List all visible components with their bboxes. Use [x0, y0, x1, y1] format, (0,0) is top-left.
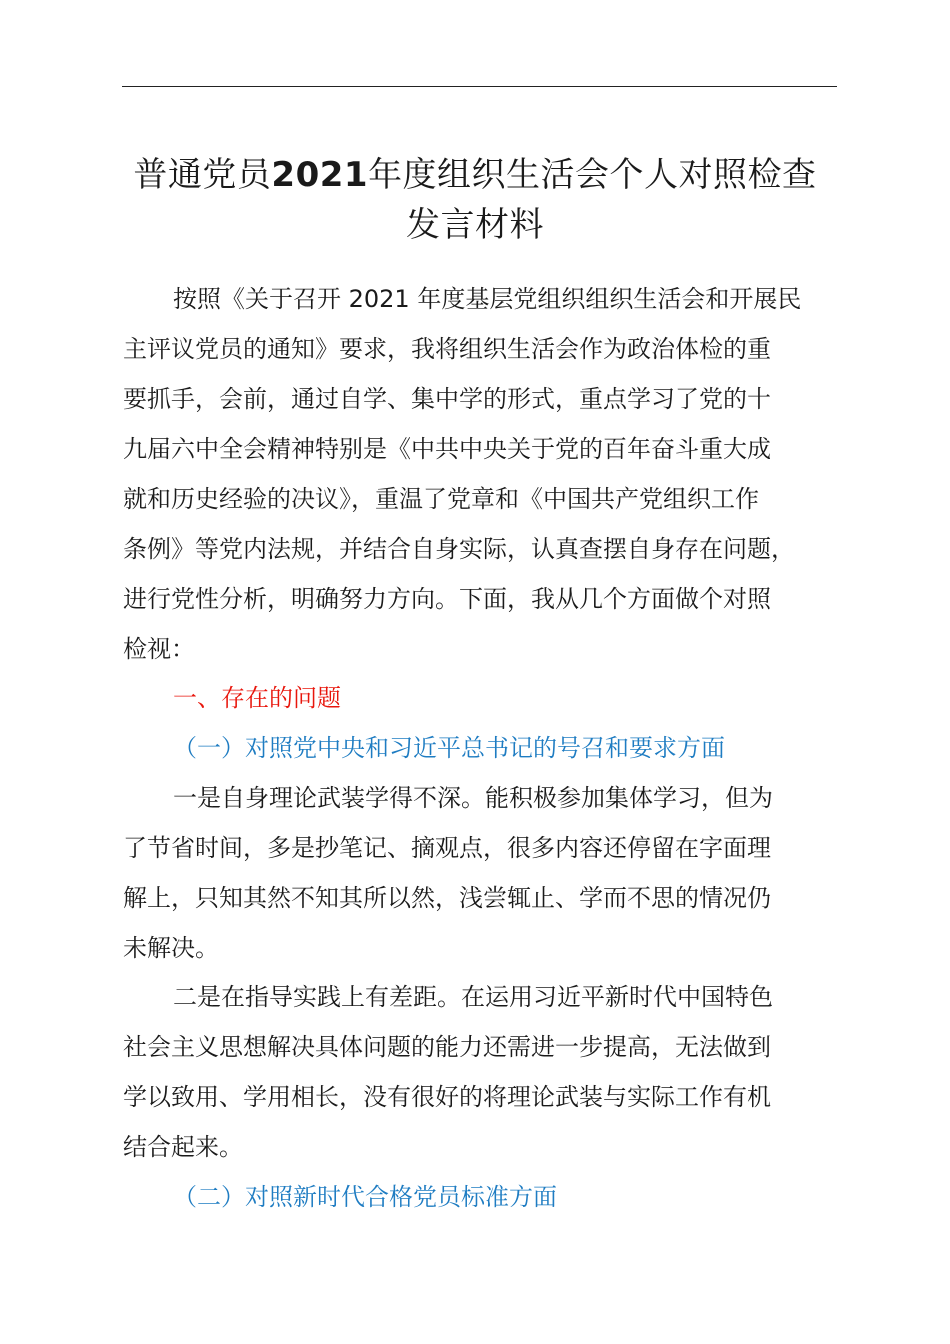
intro-line: 主评议党员的通知》要求，我将组织生活会作为政治体检的重: [123, 335, 771, 363]
paragraph-line: 社会主义思想解决具体问题的能力还需进一步提高，无法做到: [123, 1033, 771, 1061]
title-suffix: 年度组织生活会个人对照检查: [368, 155, 817, 195]
intro-line: 就和历史经验的决议》，重温了党章和《中国共产党组织工作: [123, 485, 759, 513]
document-title-line-2: 发言材料: [406, 205, 544, 245]
document-title-line-1: [100, 150, 850, 200]
intro-line: 按照《关于召开 2021 年度基层党组织组织生活会和开展民: [173, 285, 802, 313]
intro-line: 进行党性分析，明确努力方向。下面，我从几个方面做个对照: [123, 585, 771, 613]
subsection-heading: （二）对照新时代合格党员标准方面: [173, 1183, 557, 1211]
header-rule: [122, 86, 837, 87]
intro-line: 检视：: [123, 635, 195, 663]
subsection-heading: （一）对照党中央和习近平总书记的号召和要求方面: [173, 734, 725, 762]
paragraph-line: 结合起来。: [123, 1133, 243, 1161]
paragraph-line: 未解决。: [123, 934, 219, 962]
title-prefix: 普通党员: [133, 155, 272, 195]
paragraph-line: 解上，只知其然不知其所以然，浅尝辄止、学而不思的情况仍: [123, 884, 771, 912]
paragraph-line: 学以致用、学用相长，没有很好的将理论武装与实际工作有机: [123, 1083, 771, 1111]
paragraph-line: 一是自身理论武装学得不深。能积极参加集体学习，但为: [173, 784, 773, 812]
paragraph-line: 二是在指导实践上有差距。在运用习近平新时代中国特色: [173, 983, 773, 1011]
title-year: 2021: [271, 155, 369, 195]
intro-line: 条例》等党内法规，并结合自身实际，认真查摆自身存在问题，: [123, 535, 795, 563]
intro-line: 要抓手，会前，通过自学、集中学的形式，重点学习了党的十: [123, 385, 771, 413]
section-heading: 一、存在的问题: [173, 684, 341, 712]
intro-line: 九届六中全会精神特别是《中共中央关于党的百年奋斗重大成: [123, 435, 771, 463]
paragraph-line: 了节省时间，多是抄笔记、摘观点，很多内容还停留在字面理: [123, 834, 771, 862]
